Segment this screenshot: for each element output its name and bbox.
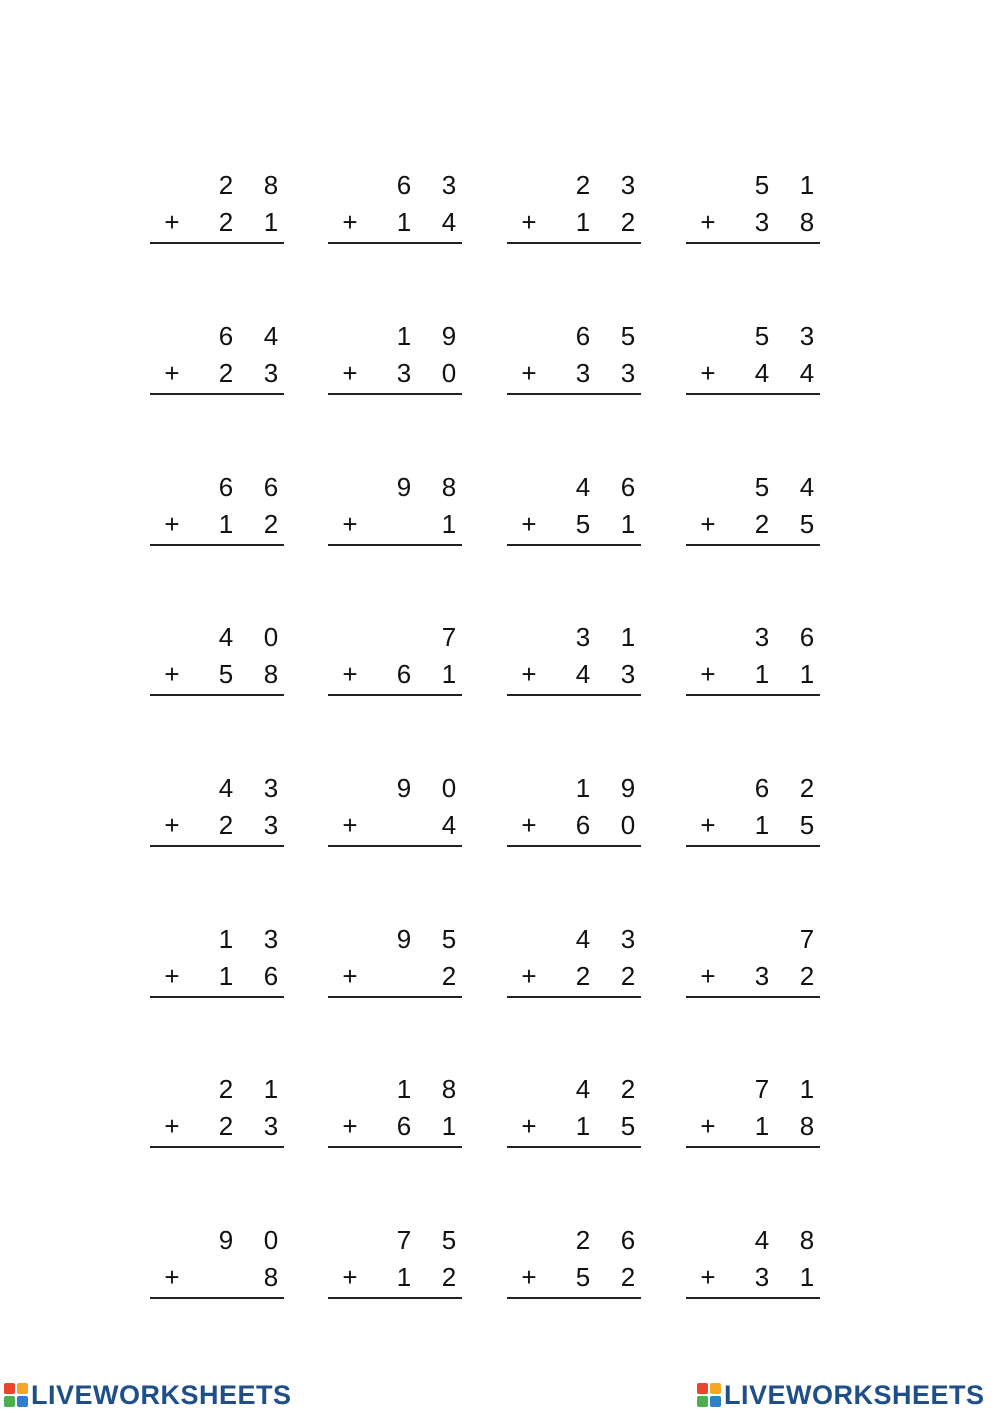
plus-sign: + [521,1262,537,1292]
answer-line [328,845,462,847]
answer-line [507,845,641,847]
plus-sign: + [521,810,537,840]
addend-top-tens: 4 [754,1225,770,1255]
addend-bottom-ones: 3 [620,358,636,388]
addend-bottom-tens: 4 [754,358,770,388]
plus-sign: + [164,1262,180,1292]
addition-problem [328,170,462,250]
addend-top-ones: 8 [441,472,457,502]
addend-bottom-ones: 5 [799,810,815,840]
addition-problem [507,472,641,552]
addend-top-ones: 3 [799,321,815,351]
answer-line [150,242,284,244]
addend-top-ones: 9 [620,773,636,803]
addend-bottom-ones: 1 [441,659,457,689]
addition-problem [328,1225,462,1305]
addend-bottom-tens: 2 [218,358,234,388]
addend-top-ones: 8 [799,1225,815,1255]
plus-sign: + [521,207,537,237]
addend-bottom-ones: 4 [441,207,457,237]
liveworksheets-logo-icon [4,1383,28,1407]
answer-line [686,1297,820,1299]
addition-problem [150,472,284,552]
addend-bottom-ones: 1 [620,509,636,539]
addend-top-ones: 7 [441,622,457,652]
addend-top-tens: 2 [218,170,234,200]
addend-bottom-tens: 3 [754,1262,770,1292]
liveworksheets-logo-icon [697,1383,721,1407]
answer-line [328,544,462,546]
addend-bottom-tens: 2 [218,207,234,237]
answer-line [507,242,641,244]
addend-bottom-ones: 3 [620,659,636,689]
addend-bottom-ones: 3 [263,1111,279,1141]
addition-problem [686,1074,820,1154]
addition-problem [686,321,820,401]
addend-bottom-ones: 2 [441,1262,457,1292]
addend-top-tens: 6 [754,773,770,803]
plus-sign: + [342,358,358,388]
plus-sign: + [164,509,180,539]
addend-top-tens: 1 [575,773,591,803]
addend-bottom-tens: 5 [218,659,234,689]
addend-top-tens: 2 [575,170,591,200]
plus-sign: + [700,1262,716,1292]
plus-sign: + [342,810,358,840]
addend-top-tens: 7 [396,1225,412,1255]
plus-sign: + [164,961,180,991]
addend-top-tens: 4 [218,622,234,652]
addend-bottom-ones: 8 [799,207,815,237]
addend-bottom-ones: 4 [799,358,815,388]
addend-top-tens: 4 [575,924,591,954]
addend-top-ones: 0 [441,773,457,803]
addend-bottom-tens: 1 [754,659,770,689]
answer-line [328,996,462,998]
addition-problem [507,170,641,250]
addend-bottom-ones: 2 [799,961,815,991]
answer-line [507,544,641,546]
answer-line [150,1297,284,1299]
answer-line [686,996,820,998]
addend-top-tens: 9 [218,1225,234,1255]
plus-sign: + [521,509,537,539]
answer-line [686,242,820,244]
answer-line [150,393,284,395]
addend-top-tens: 9 [396,472,412,502]
addend-top-tens: 4 [575,472,591,502]
plus-sign: + [342,509,358,539]
addend-top-tens: 6 [218,321,234,351]
addend-top-ones: 0 [263,622,279,652]
addend-top-ones: 6 [620,1225,636,1255]
answer-line [328,1297,462,1299]
answer-line [507,1297,641,1299]
answer-line [328,1146,462,1148]
plus-sign: + [521,358,537,388]
answer-line [150,694,284,696]
addend-top-tens: 2 [575,1225,591,1255]
addition-problem [328,924,462,1004]
addend-bottom-tens: 1 [218,961,234,991]
plus-sign: + [342,1262,358,1292]
addend-top-ones: 8 [441,1074,457,1104]
plus-sign: + [521,961,537,991]
addend-top-ones: 9 [441,321,457,351]
addend-top-tens: 5 [754,321,770,351]
addend-top-tens: 3 [575,622,591,652]
addend-bottom-tens: 6 [396,659,412,689]
addend-bottom-tens: 5 [575,509,591,539]
addend-top-tens: 4 [218,773,234,803]
plus-sign: + [700,659,716,689]
plus-sign: + [700,1111,716,1141]
answer-line [328,694,462,696]
addition-problem [507,1225,641,1305]
addition-problem [507,1074,641,1154]
addition-problem [150,622,284,702]
addend-bottom-tens: 3 [575,358,591,388]
addend-bottom-ones: 5 [799,509,815,539]
addend-bottom-tens: 1 [575,1111,591,1141]
addend-top-tens: 3 [754,622,770,652]
plus-sign: + [342,207,358,237]
addend-bottom-tens: 1 [218,509,234,539]
liveworksheets-logo-left [4,1378,292,1412]
addend-top-tens: 6 [396,170,412,200]
addend-bottom-tens: 3 [754,207,770,237]
addend-top-ones: 3 [620,170,636,200]
addend-top-ones: 5 [620,321,636,351]
addend-bottom-ones: 0 [441,358,457,388]
addend-top-ones: 2 [620,1074,636,1104]
addend-bottom-tens: 1 [754,810,770,840]
addend-bottom-ones: 6 [263,961,279,991]
addend-top-ones: 3 [620,924,636,954]
addend-bottom-ones: 2 [441,961,457,991]
addend-top-tens: 6 [575,321,591,351]
addend-top-tens: 1 [396,1074,412,1104]
addend-top-ones: 8 [263,170,279,200]
answer-line [328,393,462,395]
plus-sign: + [521,1111,537,1141]
addend-top-tens: 9 [396,924,412,954]
addition-problem [328,622,462,702]
answer-line [328,242,462,244]
addition-problem [328,773,462,853]
addition-problem [328,1074,462,1154]
addend-bottom-ones: 2 [620,207,636,237]
addend-bottom-ones: 1 [263,207,279,237]
logo-text: LIVEWORKSHEETS [724,1379,985,1410]
addend-top-ones: 5 [441,1225,457,1255]
addend-bottom-tens: 2 [575,961,591,991]
plus-sign: + [700,810,716,840]
addend-top-tens: 5 [754,170,770,200]
plus-sign: + [700,961,716,991]
addend-bottom-ones: 2 [620,1262,636,1292]
addend-bottom-ones: 4 [441,810,457,840]
addition-problem [686,622,820,702]
answer-line [507,694,641,696]
addend-bottom-ones: 8 [799,1111,815,1141]
addend-bottom-ones: 2 [620,961,636,991]
addend-top-ones: 1 [620,622,636,652]
addend-top-ones: 3 [263,773,279,803]
addend-bottom-tens: 1 [396,207,412,237]
addend-top-ones: 2 [799,773,815,803]
addend-bottom-tens: 6 [396,1111,412,1141]
addend-top-tens: 9 [396,773,412,803]
addend-bottom-tens: 1 [396,1262,412,1292]
addend-top-ones: 1 [799,170,815,200]
addition-problem [507,622,641,702]
addition-problem [686,773,820,853]
plus-sign: + [700,509,716,539]
addend-bottom-tens: 1 [754,1111,770,1141]
addend-bottom-ones: 8 [263,1262,279,1292]
plus-sign: + [164,659,180,689]
addition-problem [150,321,284,401]
plus-sign: + [164,1111,180,1141]
addition-problem [686,472,820,552]
plus-sign: + [342,659,358,689]
answer-line [150,996,284,998]
addition-problem [507,924,641,1004]
addend-top-tens: 2 [218,1074,234,1104]
addition-problem [328,472,462,552]
addend-top-tens: 5 [754,472,770,502]
answer-line [686,1146,820,1148]
addend-bottom-ones: 1 [799,1262,815,1292]
addend-top-ones: 6 [263,472,279,502]
plus-sign: + [164,358,180,388]
answer-line [507,996,641,998]
addend-bottom-tens: 2 [218,810,234,840]
addend-top-ones: 6 [620,472,636,502]
addend-bottom-tens: 3 [396,358,412,388]
addend-bottom-ones: 3 [263,810,279,840]
plus-sign: + [164,810,180,840]
addition-problem [328,321,462,401]
addend-top-ones: 7 [799,924,815,954]
plus-sign: + [700,207,716,237]
answer-line [686,694,820,696]
logo-text: LIVEWORKSHEETS [31,1379,292,1410]
addend-bottom-tens: 5 [575,1262,591,1292]
addend-top-ones: 3 [263,924,279,954]
addition-problem [686,170,820,250]
addend-bottom-ones: 5 [620,1111,636,1141]
plus-sign: + [342,1111,358,1141]
addend-top-ones: 5 [441,924,457,954]
addition-problem [150,1074,284,1154]
answer-line [150,1146,284,1148]
addend-bottom-ones: 3 [263,358,279,388]
addend-top-ones: 1 [799,1074,815,1104]
answer-line [686,393,820,395]
addend-bottom-ones: 0 [620,810,636,840]
addend-bottom-tens: 1 [575,207,591,237]
addend-top-ones: 3 [441,170,457,200]
answer-line [507,393,641,395]
addition-problem [150,170,284,250]
plus-sign: + [521,659,537,689]
addend-bottom-tens: 2 [218,1111,234,1141]
addend-bottom-ones: 1 [799,659,815,689]
addition-problem [150,1225,284,1305]
addition-problem [686,1225,820,1305]
addition-problem [150,773,284,853]
addend-bottom-tens: 3 [754,961,770,991]
plus-sign: + [164,207,180,237]
addend-top-tens: 6 [218,472,234,502]
answer-line [507,1146,641,1148]
addend-bottom-ones: 1 [441,1111,457,1141]
addend-bottom-tens: 4 [575,659,591,689]
answer-line [686,544,820,546]
addend-bottom-ones: 8 [263,659,279,689]
addend-top-ones: 0 [263,1225,279,1255]
answer-line [150,845,284,847]
liveworksheets-logo-right [697,1378,985,1412]
plus-sign: + [700,358,716,388]
addend-top-ones: 1 [263,1074,279,1104]
addend-bottom-tens: 2 [754,509,770,539]
addend-bottom-tens: 6 [575,810,591,840]
addition-problem [686,924,820,1004]
plus-sign: + [342,961,358,991]
addend-top-tens: 7 [754,1074,770,1104]
addition-problem [507,321,641,401]
addend-top-ones: 6 [799,622,815,652]
addend-top-tens: 1 [218,924,234,954]
addend-top-tens: 1 [396,321,412,351]
addend-top-ones: 4 [263,321,279,351]
addend-bottom-ones: 2 [263,509,279,539]
addition-problem [507,773,641,853]
addend-top-tens: 4 [575,1074,591,1104]
answer-line [150,544,284,546]
addend-top-ones: 4 [799,472,815,502]
addend-bottom-ones: 1 [441,509,457,539]
answer-line [686,845,820,847]
addition-problem [150,924,284,1004]
